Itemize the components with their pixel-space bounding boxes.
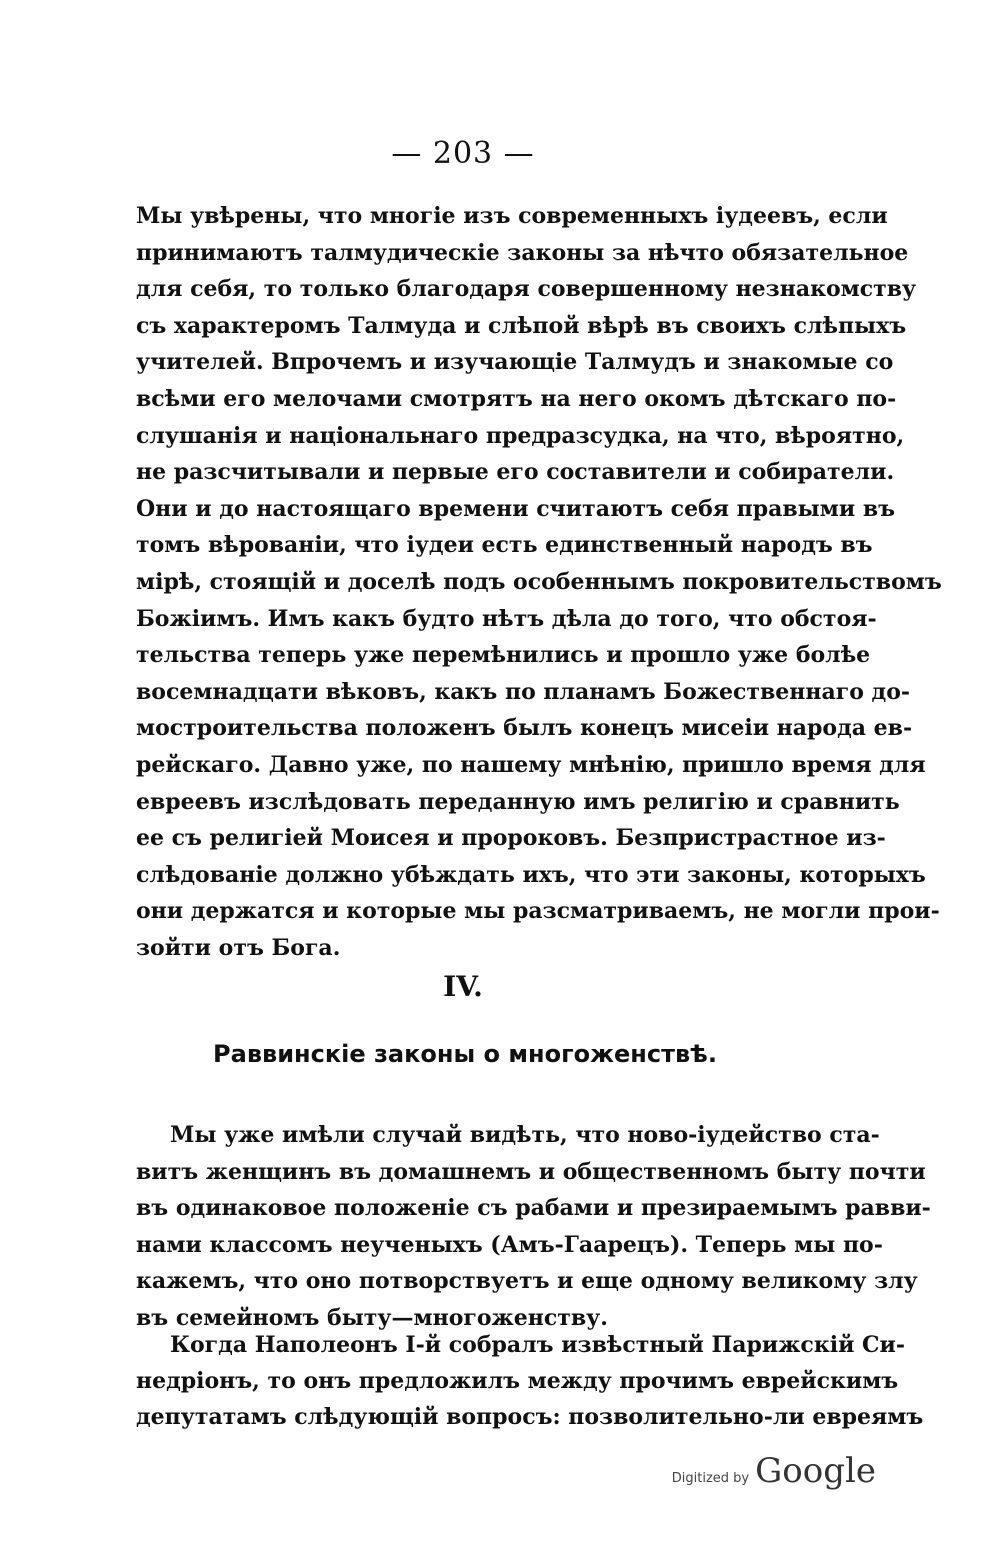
- watermark-prefix: Digitized by: [671, 1471, 750, 1486]
- text-line: Мы уже имѣли случай видѣть, что ново-іудейство ста-: [170, 1122, 880, 1148]
- text-line: не разсчитывали и первые его составители и собиратели.: [136, 459, 895, 486]
- text-line: для себя, то только благодаря совершенному незнакомству: [136, 276, 917, 303]
- text-line: Когда Наполеонъ I-й собралъ извѣстный Парижскій Си-: [170, 1332, 906, 1358]
- section-number: IV.: [443, 970, 483, 1003]
- text-line: рейскаго. Давно уже, по нашему мнѣнію, пришло время для: [136, 751, 926, 778]
- text-line: съ характеромъ Талмуда и слѣпой вѣрѣ въ своихъ слѣпыхъ: [136, 312, 907, 339]
- text-line: Божіимъ. Имъ какъ будто нѣтъ дѣла до того, что обстоя-: [136, 605, 877, 632]
- text-line: витъ женщинъ въ домашнемъ и общественномъ быту почти: [136, 1158, 926, 1185]
- text-line: восемнадцати вѣковъ, какъ по планамъ Божественнаго до-: [136, 678, 911, 705]
- text-line: Они и до настоящаго времени считаютъ себя правыми въ: [136, 495, 895, 522]
- text-line: учителей. Впрочемъ и изучающіе Талмудъ и знакомые со: [136, 349, 894, 376]
- page-number: — 203 —: [391, 136, 535, 171]
- digitized-watermark: [672, 1451, 876, 1491]
- text-line: мірѣ, стоящій и доселѣ подъ особеннымъ покровительствомъ: [136, 568, 942, 595]
- text-line: томъ вѣрованіи, что іудеи есть единственный народъ въ: [136, 532, 873, 559]
- text-line: мостроительства положенъ былъ конецъ мисеіи народа ев-: [136, 715, 913, 742]
- text-line: кажемъ, что оно потворствуетъ и еще одному великому злу: [136, 1268, 918, 1295]
- text-line: ее съ религіей Моисея и пророковъ. Безпристрастное из-: [136, 825, 886, 852]
- text-line: Мы увѣрены, что многіе изъ современныхъ іудеевъ, если: [136, 203, 888, 229]
- text-line: принимаютъ талмудическіе законы за нѣчто обязательное: [136, 239, 909, 266]
- text-line: слушанія и національнаго предразсудка, на что, вѣроятно,: [136, 422, 905, 449]
- text-line: евреевъ изслѣдовать переданную имъ религію и сравнить: [136, 788, 900, 815]
- text-line: всѣми его мелочами смотрятъ на него окомъ дѣтскаго по-: [136, 385, 897, 412]
- section-title: Раввинскіе законы о многоженствѣ.: [213, 1040, 717, 1068]
- text-line: тельства теперь уже перемѣнились и прошло уже болѣе: [136, 642, 871, 669]
- text-line: слѣдованіе должно убѣждать ихъ, что эти законы, которыхъ: [136, 861, 926, 888]
- google-logo: Google: [755, 1451, 876, 1491]
- text-line: въ одинаковое положеніе съ рабами и презираемымъ равви-: [136, 1195, 931, 1222]
- text-line: зойти отъ Бога.: [136, 934, 341, 961]
- text-line: недріонъ, то онъ предложилъ между прочимъ еврейскимъ: [136, 1368, 899, 1395]
- text-line: они держатся и которые мы разсматриваемъ, не могли прои-: [136, 898, 940, 925]
- paragraph-1: [136, 198, 942, 966]
- text-line: депутатамъ слѣдующій вопросъ: позволительно-ли евреямъ: [136, 1404, 924, 1431]
- text-line: въ семейномъ быту—многоженству.: [136, 1304, 608, 1331]
- text-line: нами классомъ неученыхъ (Амъ-Гаарецъ). Теперь мы по-: [136, 1231, 883, 1258]
- paragraph-3: [136, 1327, 924, 1436]
- paragraph-2: [136, 1117, 931, 1337]
